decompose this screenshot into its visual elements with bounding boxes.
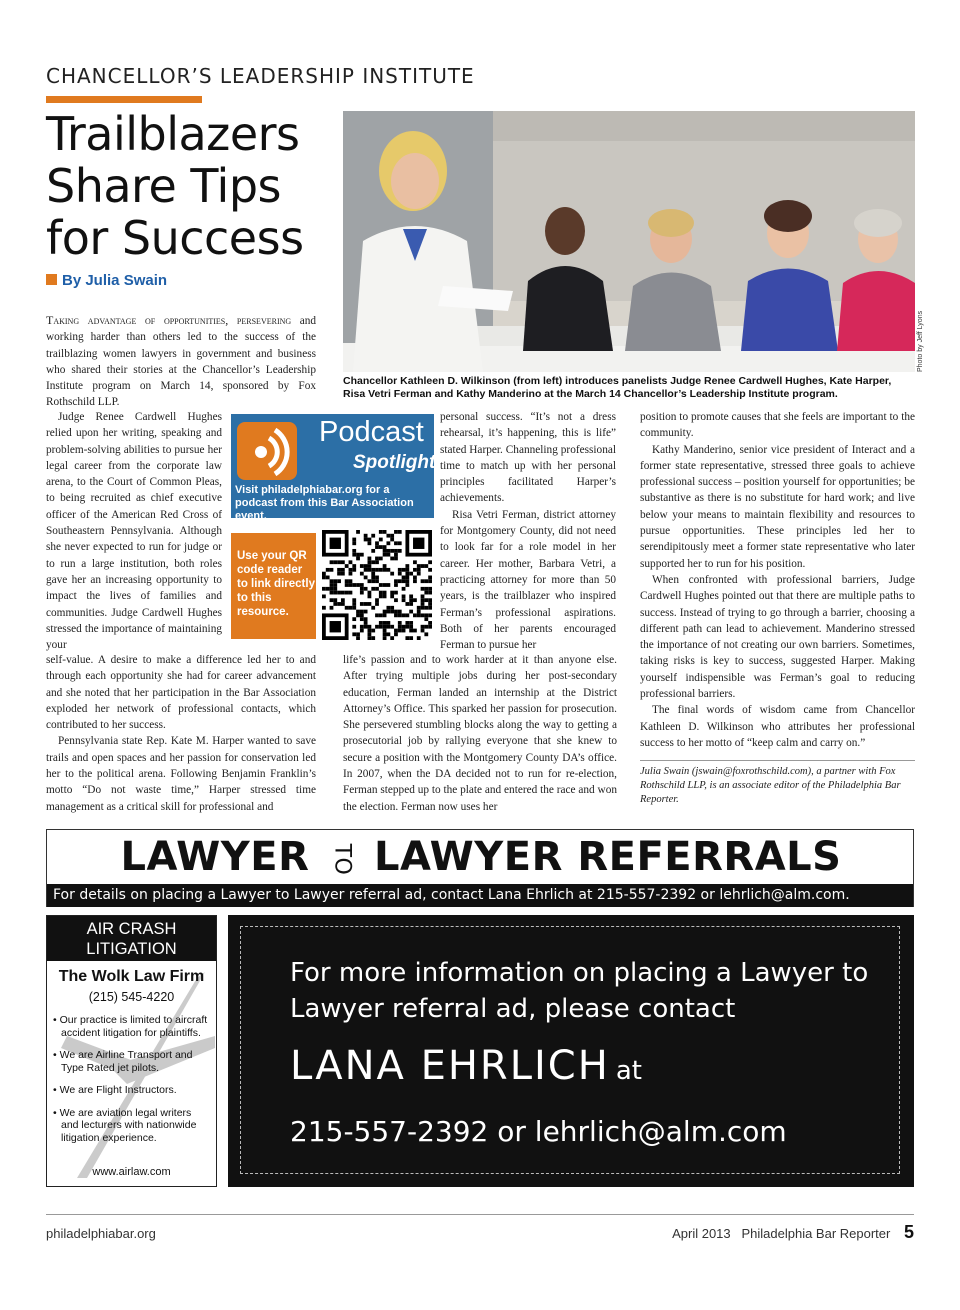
headline-line: Share Tips [46,159,281,213]
section-kicker: CHANCELLOR’S LEADERSHIP INSTITUTE [46,64,475,88]
article-col3 [640,409,915,751]
list-item: • We are aviation legal writers and lecturers with nationwide litigation experience. [53,1106,197,1144]
bio-divider [640,760,915,761]
article-col1-wide [46,652,316,815]
paragraph: life’s passion and to work harder at it than anyone else. After trying multiple jobs during her post-secondary education, Ferman landed an internship at the District Attorney’s Office. This sparked her passion for prosecution. She persevered stumbling blocks along the way to getting a prosecutorial job by rallying everyone that she knew to secure a position with the Montgomery County DA’s office. In 2007, when the DA decided not to run for re-election, Ferman stepped up to the plate and entered the race and won the election. Ferman now uses her [343,654,617,813]
byline [46,272,167,289]
wolk-website-link[interactable]: www.airlaw.com [92,1166,171,1178]
paragraph: The final words of wisdom came from Chancellor Kathleen D. Wilkinson who attributes her professional success to her motto of “keep calm and carry on.” [640,704,915,749]
footer-divider [46,1214,914,1215]
article-col1-top [46,312,316,411]
qr-code-graphic [322,530,432,640]
list-item: • We are Airline Transport and Type Rated jet pilots. [53,1049,193,1074]
wolk-law-firm-ad [46,915,217,1187]
panel-photo [343,111,915,372]
contact-name: LANA EHRLICH at [290,1043,642,1089]
headline-line: for Success [46,211,304,265]
footer-publication: Philadelphia Bar Reporter [741,1226,891,1241]
paragraph: personal success. “It’s not a dress rehearsal, it’s happening, this is life” stated Harper. Channeling professional time to match up with her personal principles facilitated Harper’s achievements. [440,411,616,505]
panel-photo-illustration [343,111,915,372]
lead-text: and working harder than others led to the success of the trailblazing women lawyers in government and business who shared their stories at the Chancellor’s Leadership Institute program on March 14, sponsored by Fox Rothschild LLP. [46,315,316,409]
podcast-spotlight-box [231,414,436,522]
wolk-firm-name: The Wolk Law Firm [58,968,205,985]
podcast-title: Podcast [319,416,424,448]
wolk-bullets [53,1014,209,1154]
byline-square-icon [46,274,57,285]
paragraph: Pennsylvania state Rep. Kate M. Harper wanted to save trails and open spaces and her passion for conservation led her to the political arena. Following Benjamin Franklin’s motto “Do not waste time,” Harper stressed time management as a critical skill for professional and [46,735,316,813]
lead-smallcaps: Taking advantage of opportunities, persevering [46,313,292,327]
title-right: LAWYER REFERRALS [374,834,842,880]
footer-issue: April 2013 [672,1226,731,1241]
wolk-headline: AIR CRASH LITIGATION [47,916,216,961]
headline-line: Trailblazers [46,107,300,161]
byline-text: By Julia Swain [62,272,168,289]
referral-info-ad [228,915,914,1187]
footer-site[interactable]: philadelphiabar.org [46,1226,156,1241]
article-col1-narrow [46,409,222,653]
paragraph: Judge Renee Cardwell Hughes relied upon her writing, speaking and problem-solving abilities to pursue her legal career from the corporate law arena, to the Court of Common Pleas, to being recruited as chief executive officer of the American Red Cross of Southeastern Pennsylvania. Although she never expected to run for judge or to run a large institution, both roles gave her an increasing opportunity to impact the lives of families and communities. Judge Cardwell Hughes stressed the importance of maintaining your [46,411,222,652]
accent-rule [46,96,202,103]
paragraph: Risa Vetri Ferman, district attorney for Montgomery County, did not need to look far for a role model in her career. Her mother, Barbara Vetri, a practicing attorney for more than 50 years, is the trailblazer who inspired Ferman’s professional aspirations. Both of her parents encouraged Ferman to pursue her [440,508,616,652]
title-to: TO [329,843,355,875]
podcast-icon [237,422,297,480]
list-item: • We are Flight Instructors. [53,1084,177,1096]
page-number: 5 [903,1222,914,1242]
headline [46,108,336,264]
qr-code[interactable] [322,530,432,640]
article-col2-wide [343,652,617,815]
photo-credit: Photo by Jeff Lyons [917,310,924,372]
lawyer-referrals-title [47,830,915,885]
lawyer-referrals-banner [46,829,914,907]
contact-details: 215-557-2392 or lehrlich@alm.com [290,1115,787,1148]
wolk-phone: (215) 545-4220 [88,990,175,1004]
info-intro: For more information on placing a Lawyer to Lawyer referral ad, please contact [290,958,869,1024]
title-left: LAWYER [120,834,310,880]
photo-caption: Chancellor Kathleen D. Wilkinson (from left) introduces panelists Judge Renee Cardwell Hughes, Kate Harper, Risa Vetri Ferman and Kathy Manderino at the March 14 Chancellor’s Leadership Institute program. [343,375,892,400]
podcast-visit-text: Visit philadelphiabar.org for a podcast from this Bar Association event. [235,484,414,522]
list-item: • Our practice is limited to aircraft accident litigation for plaintiffs. [53,1014,208,1039]
paragraph: position to promote causes that she feels are important to the community. [640,411,915,440]
lawyer-referrals-details: For details on placing a Lawyer to Lawyer referral ad, contact Lana Ehrlich at 215-557-2392 or lehrlich@alm.com. [47,884,913,907]
qr-instructions: Use your QR code reader to link directly to this resource. [231,533,316,639]
paragraph: When confronted with professional barriers, Judge Cardwell Hughes pointed out that there are multiple paths to success. Instead of trying to go through a barrier, choosing a different path can lead to achievement. Manderino stressed the importance of not creating our own barriers. Sometimes, taking risks is key to success, suggested Harper. Making yourself indispensible was Ferman’s goal to reducing professional barriers. [640,573,915,701]
author-bio: Julia Swain (jswain@foxrothschild.com), a partner with Fox Rothschild LLP, is an associate editor of the Philadelphia Bar Reporter. [640,766,901,805]
podcast-subtitle: Spotlight [353,452,436,473]
article-col2-narrow [440,409,616,653]
footer-meta [672,1222,914,1243]
paragraph: self-value. A desire to make a difference led her to and through each opportunity she had for career advancement and she noted that her participation in the Bar Association exploded her network of professional contacts, which contributed to her success. [46,654,316,732]
paragraph: Kathy Manderino, senior vice president of Interact and a former state representative, stressed three goals to achieve professional success – position yourself for opportunities; be substantive as there is no substitute for hard work; and live below your means to maintain flexibility and resources to pursue opportunities. These principles led her to serendipitously meet a former state representative who later supported her to run for his position. [640,443,915,570]
